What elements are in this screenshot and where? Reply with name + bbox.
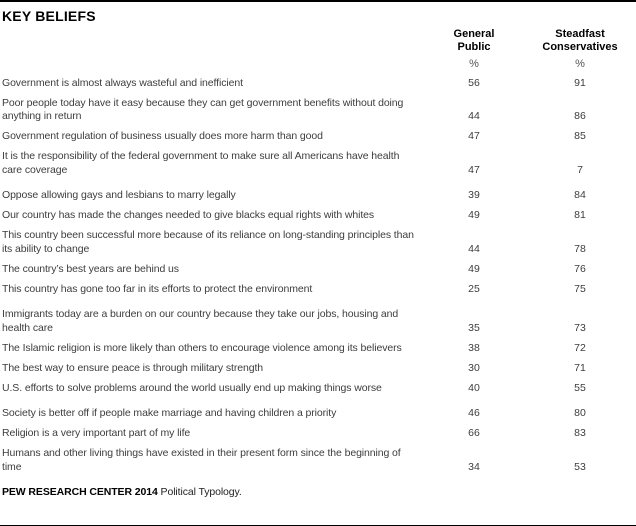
row-statement: This country been successful more because of its reliance on long-standing principles than its ability to change <box>2 229 414 255</box>
table-row <box>2 447 634 474</box>
page-title: KEY BELIEFS <box>2 8 96 24</box>
row-value-steadfast-conservatives: 91 <box>574 76 586 89</box>
row-value-general-public: 49 <box>468 209 480 221</box>
table-row <box>2 407 634 421</box>
row-statement: The best way to ensure peace is through military strength <box>2 361 264 374</box>
row-statement: Government regulation of business usually does more harm than good <box>2 130 323 142</box>
row-value-steadfast-conservatives: 83 <box>574 427 586 439</box>
row-statement: Government is almost always wasteful and inefficient <box>2 76 243 89</box>
row-value-general-public: 40 <box>468 381 480 394</box>
row-value-steadfast-conservatives: 55 <box>574 381 586 394</box>
row-statement: Oppose allowing gays and lesbians to marry legally <box>2 189 236 201</box>
row-value-general-public: 25 <box>468 282 480 295</box>
row-statement: The Islamic religion is more likely than others to encourage violence among its believers <box>2 341 402 354</box>
row-value-steadfast-conservatives: 86 <box>574 110 586 122</box>
row-statement: Religion is a very important part of my life <box>2 427 191 439</box>
row-value-general-public: 34 <box>468 460 480 473</box>
row-statement: Our country has made the changes needed to give blacks equal rights with whites <box>2 209 375 221</box>
row-statement: Immigrants today are a burden on our country because they take our jobs, housing and health care <box>2 308 399 334</box>
table-row <box>2 263 634 277</box>
row-value-general-public: 44 <box>468 242 480 255</box>
row-value-steadfast-conservatives: 84 <box>574 189 586 201</box>
column-header-row <box>2 28 634 54</box>
row-value-general-public: 47 <box>468 163 480 176</box>
row-value-general-public: 44 <box>468 110 480 122</box>
row-value-general-public: 56 <box>468 76 480 89</box>
source-name: PEW RESEARCH CENTER 2014 <box>2 486 158 498</box>
row-value-steadfast-conservatives: 78 <box>574 242 586 255</box>
table-row <box>2 130 634 144</box>
row-value-steadfast-conservatives: 81 <box>574 209 586 221</box>
unit-row <box>2 58 634 70</box>
row-value-steadfast-conservatives: 75 <box>574 282 586 295</box>
row-value-steadfast-conservatives: 73 <box>574 321 586 334</box>
row-statement: U.S. efforts to solve problems around the world usually end up making things worse <box>2 381 382 394</box>
table-row <box>2 382 634 396</box>
row-value-general-public: 30 <box>468 361 480 374</box>
row-value-steadfast-conservatives: 76 <box>574 262 586 275</box>
table-row <box>2 283 634 297</box>
row-value-general-public: 49 <box>468 262 480 275</box>
row-value-steadfast-conservatives: 80 <box>574 407 586 419</box>
table-body <box>2 77 634 475</box>
table-row <box>2 97 634 124</box>
column-header-label: Steadfast Conservatives <box>542 28 618 53</box>
table-row <box>2 427 634 441</box>
row-statement: This country has gone too far in its efforts to protect the environment <box>2 282 313 295</box>
unit-spacer <box>2 58 422 70</box>
row-value-general-public: 35 <box>468 321 480 334</box>
row-statement: The country’s best years are behind us <box>2 262 179 275</box>
table-row <box>2 209 634 223</box>
table-row <box>2 342 634 356</box>
table-row <box>2 150 634 177</box>
column-header-label: General Public <box>453 28 495 53</box>
row-value-general-public: 46 <box>468 407 480 419</box>
row-value-steadfast-conservatives: 7 <box>577 163 583 176</box>
unit-general-public: % <box>469 58 479 70</box>
row-value-general-public: 47 <box>468 130 480 142</box>
row-value-steadfast-conservatives: 72 <box>574 341 586 354</box>
row-value-steadfast-conservatives: 53 <box>574 460 586 473</box>
table-row <box>2 229 634 256</box>
row-statement: Poor people today have it easy because they can get government benefits without doing anything in return <box>2 96 404 122</box>
row-statement: It is the responsibility of the federal government to make sure all Americans have health care coverage <box>2 150 400 176</box>
row-statement: Society is better off if people make marriage and having children a priority <box>2 407 337 419</box>
table-row <box>2 189 634 203</box>
row-value-general-public: 66 <box>468 427 480 439</box>
row-value-general-public: 38 <box>468 341 480 354</box>
row-value-general-public: 39 <box>468 189 480 201</box>
table-row <box>2 308 634 335</box>
table-row <box>2 77 634 91</box>
table-row <box>2 362 634 376</box>
source-detail: Political Typology. <box>157 486 242 498</box>
row-value-steadfast-conservatives: 71 <box>574 361 586 374</box>
column-header-steadfast-conservatives <box>526 28 634 54</box>
source-line <box>2 486 634 498</box>
row-statement: Humans and other living things have existed in their present form since the beginning of time <box>2 447 401 473</box>
header-spacer <box>2 28 422 54</box>
unit-steadfast-conservatives: % <box>575 58 585 70</box>
column-header-general-public <box>422 28 526 54</box>
row-value-steadfast-conservatives: 85 <box>574 130 586 142</box>
